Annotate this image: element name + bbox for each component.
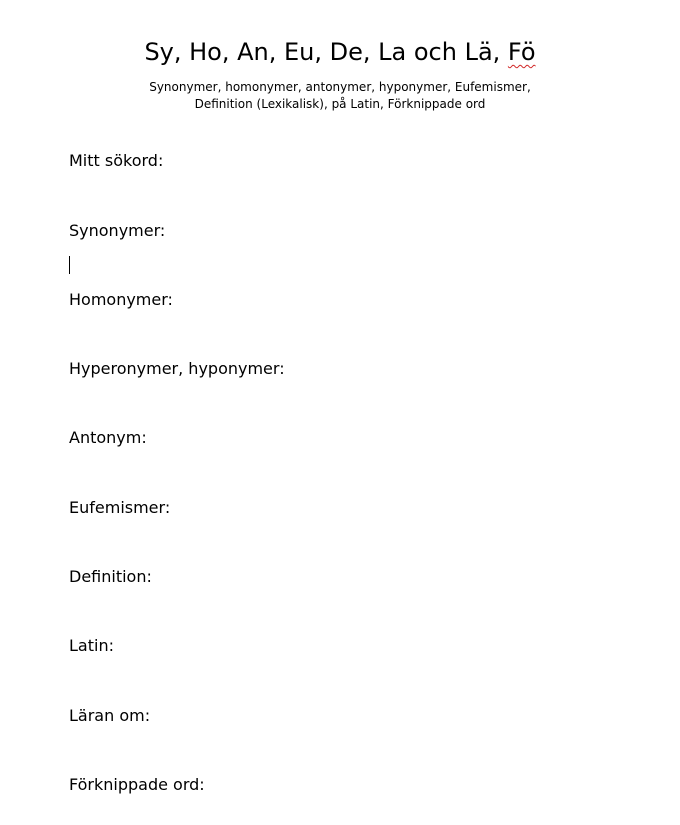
field-latin[interactable]: Latin: — [69, 636, 114, 655]
field-homonymer[interactable]: Homonymer: — [69, 290, 173, 309]
subtitle-line-2[interactable]: Definition (Lexikalisk), på Latin, Förknippade ord — [194, 97, 486, 111]
field-mitt-sokord[interactable]: Mitt sökord: — [69, 151, 164, 170]
text-cursor — [69, 256, 70, 274]
title-misspelled-word[interactable]: Fö — [507, 38, 536, 66]
field-antonym[interactable]: Antonym: — [69, 428, 147, 447]
field-forknippade-ord[interactable]: Förknippade ord: — [69, 775, 205, 794]
subtitle-line-1[interactable]: Synonymer, homonymer, antonymer, hyponymer, Eufemismer, — [149, 80, 531, 94]
field-synonymer[interactable]: Synonymer: — [69, 221, 166, 240]
document-subtitle[interactable] — [0, 79, 680, 113]
field-eufemismer[interactable]: Eufemismer: — [69, 498, 171, 517]
field-laran-om[interactable]: Läran om: — [69, 706, 151, 725]
document-title[interactable] — [0, 36, 680, 68]
field-hyperonymer-hyponymer[interactable]: Hyperonymer, hyponymer: — [69, 359, 285, 378]
title-text[interactable]: Sy, Ho, An, Eu, De, La och Lä, — [144, 38, 508, 66]
field-definition[interactable]: Definition: — [69, 567, 152, 586]
